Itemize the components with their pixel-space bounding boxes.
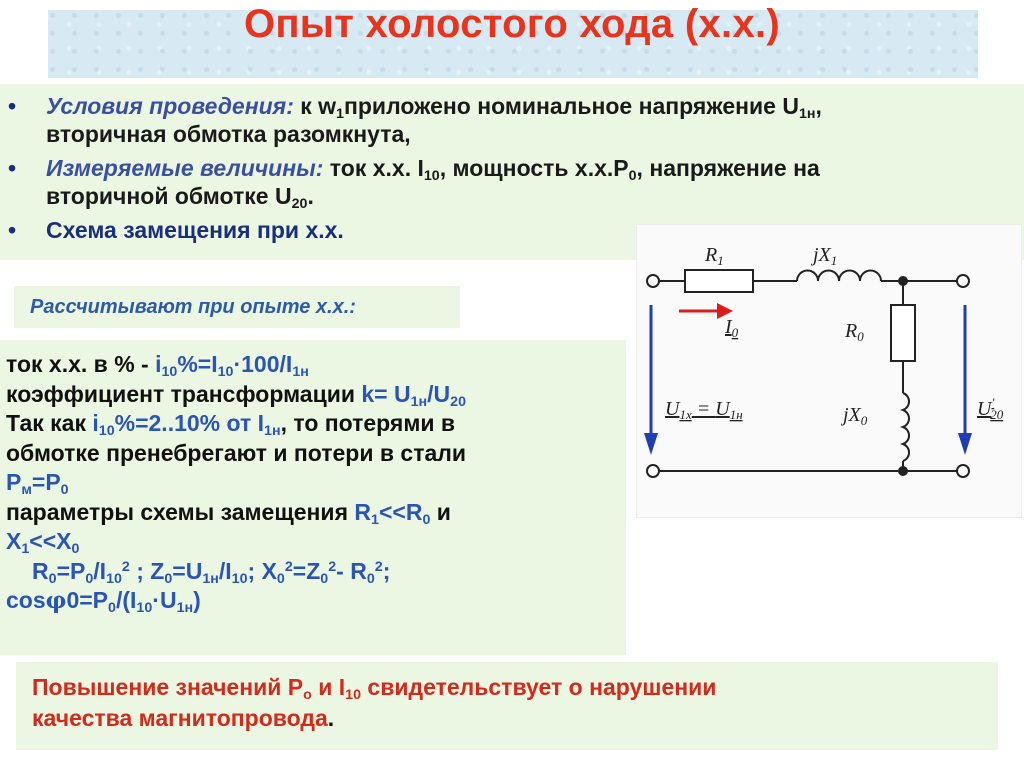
equivalent-circuit	[636, 224, 1022, 518]
voltage-arrow-u1-icon	[644, 305, 658, 455]
conditions-line2: вторичная обмотка разомкнута,	[46, 121, 411, 147]
conditions-label: Условия проведения	[46, 93, 287, 119]
terminal-icons	[647, 275, 969, 477]
param-line-scheme: параметры схемы замещения $R_1<<R_0$ и	[6, 498, 451, 528]
inductor-x0-icon	[903, 393, 909, 461]
terminal-out-bottom-icon	[957, 465, 969, 477]
bullet-dot: •	[8, 217, 17, 243]
param-line-losses: обмотке пренебрегают и потери в стали	[6, 439, 467, 466]
param-line-ratio: коэффициент трансформации $k= U_{1н}/U_{20}$	[6, 380, 467, 410]
param-line-cos: $\cos\varphi 0=P_0/(I_{10}\cdot U_{1н})$	[6, 587, 201, 616]
voltage-arrow-u20-icon	[958, 305, 972, 455]
bullet-measured: • Измеряемые величины: ток х.х. $I_{10}$, мощность $х.х.P_0$, напряжение на вторичной обмотке $U_{20}$.	[8, 155, 820, 212]
calc-heading: Рассчитывают при опыте х.х.:	[30, 296, 356, 318]
measured-label: Измеряемые величины	[46, 155, 316, 181]
param-line-formulas: $R_0=P_0/I_{10}^2$ ; $Z_0=U_{1н}/I_{10}$; $X_0^2=Z_0^2-$ $R_0^2$;	[32, 557, 391, 587]
inductor-x1-icon	[797, 271, 881, 282]
label-i0: $I_0$	[725, 316, 739, 340]
terminal-in-bottom-icon	[647, 465, 659, 477]
label-u1x: $U_{1x} = U_{1н}$	[665, 398, 743, 422]
resistor-r1-icon	[685, 270, 753, 292]
bullet-conditions: • Условия проведения: к $w_1приложено$ номинальное напряжение $U_{1н}$, вторичная обмотка разомкнута,	[8, 93, 822, 147]
param-line-x: $X_1<<X_0$	[6, 528, 80, 557]
label-u20: U' 20	[977, 395, 1004, 422]
bullet-dot: •	[8, 93, 17, 119]
conclusion-text: Повышение значений $P_o$ и $I_{10}$ свидетельствует о нарушении качества магнитопровода.	[32, 674, 717, 731]
label-jx0: $jX_0$	[843, 404, 868, 428]
label-r1: $R_1$	[705, 244, 724, 268]
bullet-dot: •	[8, 155, 17, 181]
terminal-in-top-icon	[647, 275, 659, 287]
parameters-text	[6, 350, 626, 616]
param-line-current: ток х.х. в % - $i_{10}\%=I_{10}\cdot 100/I_{1н}$	[6, 351, 309, 380]
terminal-out-top-icon	[957, 275, 969, 287]
param-line-since: Так как $i_{10}\%=2..10\%$ от $I_{1н}$, то потерями в	[6, 410, 456, 439]
circuit-diagram	[637, 225, 1021, 517]
param-line-pm: $P_м=P_0$	[6, 469, 69, 498]
label-r0: $R_0$	[845, 320, 864, 344]
page-title: Опыт холостого хода (х.х.)	[243, 2, 781, 46]
scheme-label: Схема замещения при х.х.	[46, 217, 344, 243]
resistor-r0-icon	[891, 305, 915, 361]
label-jx1: $jX_1$	[813, 244, 838, 268]
